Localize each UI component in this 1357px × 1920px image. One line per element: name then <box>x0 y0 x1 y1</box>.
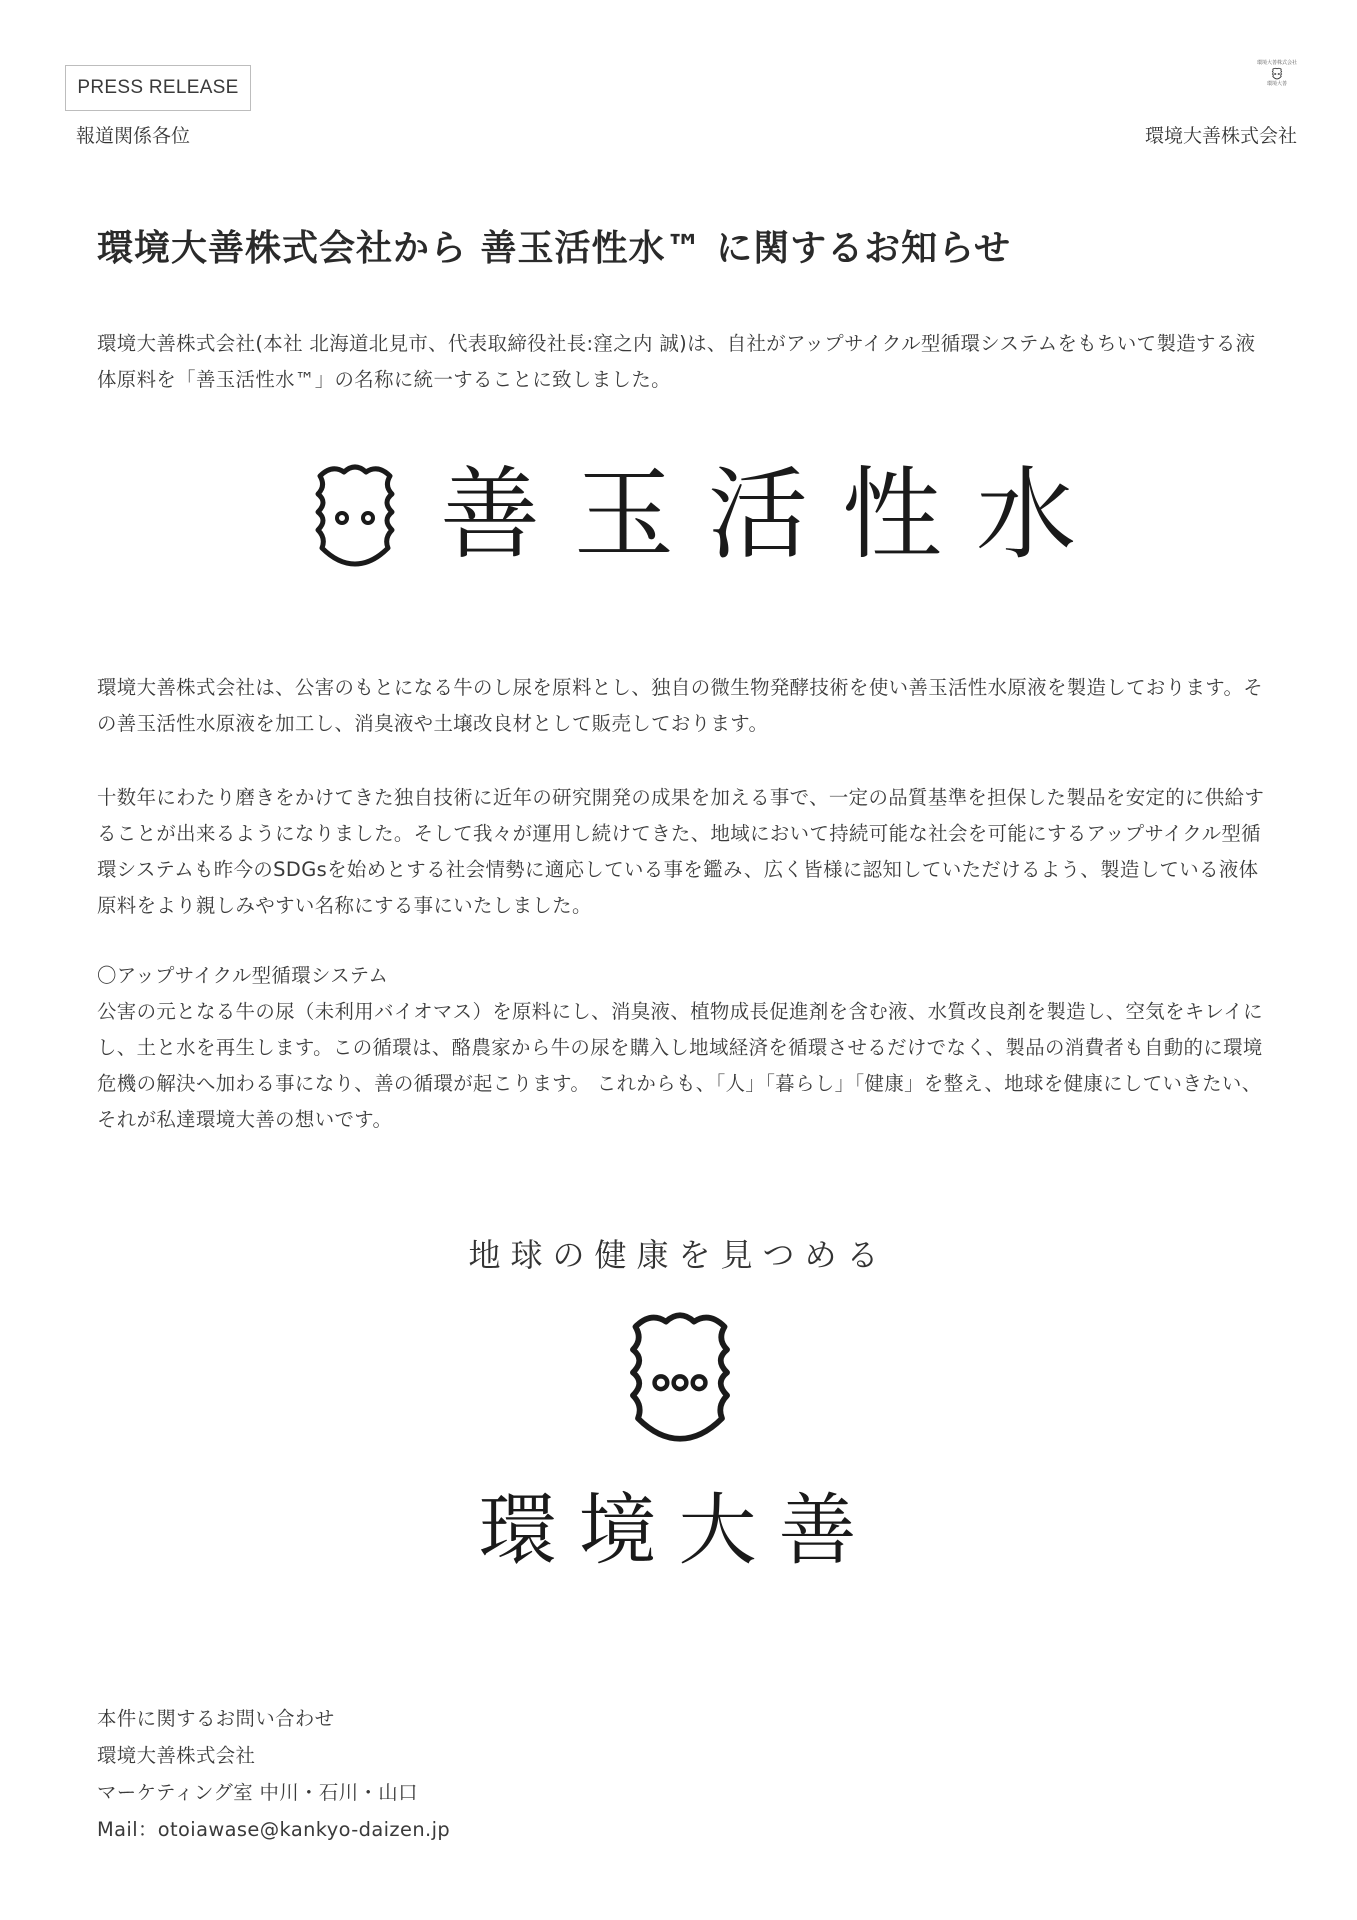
section-heading: 〇アップサイクル型循環システム <box>97 964 389 987</box>
header-logo-company-small: 環境大善株式会社 <box>1257 60 1298 66</box>
header-logo <box>1257 60 1297 88</box>
body-paragraph-1: 環境大善株式会社は、公害のもとになる牛のし尿を原料とし、独自の微生物発酵技術を使い善玉活性水原液を製造しております。その善玉活性水原液を加工し、消臭液や土壌改良材として販売しております。 <box>97 676 1264 735</box>
contact-company: 環境大善株式会社 <box>97 1744 256 1767</box>
header-company-name: 環境大善株式会社 <box>1144 125 1297 147</box>
product-brand-banner <box>300 450 1110 580</box>
corporate-tagline: 地球の健康を見つめる <box>468 1236 889 1274</box>
press-release-badge: PRESS RELEASE <box>65 65 251 111</box>
page-title: 環境大善株式会社から 善玉活性水™ に関するお知らせ <box>97 228 1011 270</box>
zendama-mascot-icon <box>300 458 410 573</box>
contact-block <box>97 1700 450 1848</box>
body-paragraph-2: 十数年にわたり磨きをかけてきた独自技術に近年の研究開発の成果を加える事で、一定の品質基準を担保した製品を安定的に供給することが出来るようになりました。そして我々が運用し続けてきた、地域において持続可能な社会を可能にするアップサイクル型循環システムも昨今のSDGsを始めとする社会情勢に適応している事を鑑み、広く皆様に認知していただけるよう、製造している液体原料をより親しみやすい名称にする事にいたしました。 <box>97 786 1265 917</box>
addressee: 報道関係各位 <box>76 125 191 147</box>
intro-paragraph: 環境大善株式会社(本社 北海道北見市、代表取締役社長:窪之内 誠)は、自社がアップサイクル型循環システムをもちいて製造する液体原料を「善玉活性水™」の名称に統一することに致しました。 <box>97 332 1256 391</box>
contact-department: マーケティング室 中川・石川・山口 <box>97 1781 418 1804</box>
header-logo-name: 環境大善 <box>1266 81 1287 87</box>
upcycle-section <box>97 958 1267 1138</box>
corporate-logo <box>610 1302 750 1456</box>
zendama-mascot-icon <box>610 1302 750 1452</box>
zendama-mascot-icon <box>1270 67 1284 81</box>
body-paragraph-3: 公害の元となる牛の尿（未利用バイオマス）を原料にし、消臭液、植物成長促進剤を含む液、水質改良剤を製造し、空気をキレイにし、土と水を再生します。この循環は、酪農家から牛の尿を購入し地域経済を循環させるだけでなく、製品の消費者も自動的に環境危機の解決へ加わる事になり、善の循環が起こります。 これからも、「人」「暮らし」「健康」を整え、地球を健康にしていきたい、それが私達環境大善の想いです。 <box>97 1000 1263 1131</box>
contact-email: Mail：otoiawase@kankyo-daizen.jp <box>97 1818 451 1841</box>
product-brand-name: 善玉活性水 <box>440 456 1110 573</box>
contact-heading: 本件に関するお問い合わせ <box>97 1707 335 1730</box>
corporate-name: 環境大善 <box>478 1486 879 1576</box>
